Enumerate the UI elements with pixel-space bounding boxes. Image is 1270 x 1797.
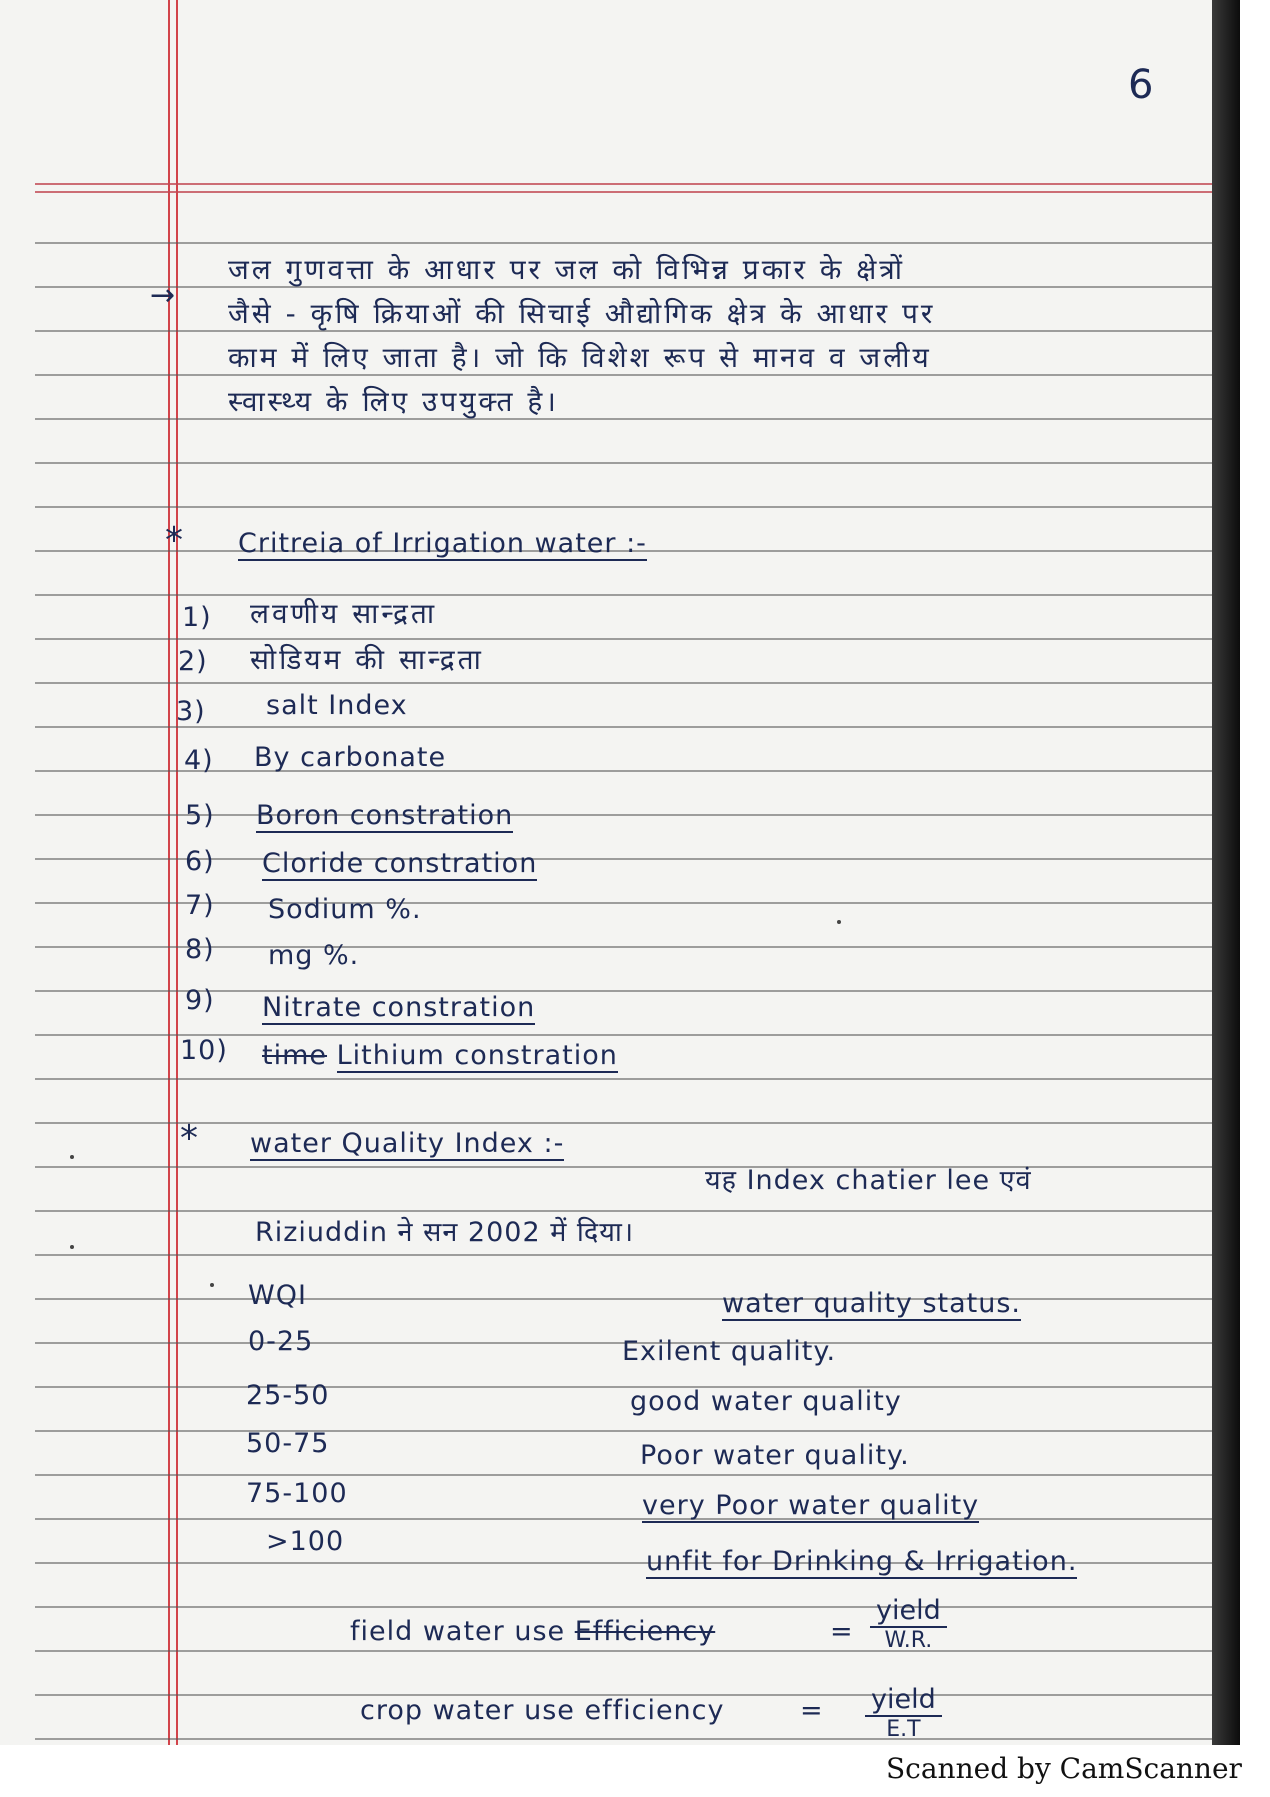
wqi-range: >100 <box>266 1526 345 1557</box>
ruled-line <box>35 1430 1235 1432</box>
formula-numerator: yield <box>870 1595 947 1628</box>
formula-fraction <box>865 1684 942 1742</box>
ruled-line <box>35 1254 1235 1256</box>
intro-line-4: स्वास्थ्य के लिए उपयुक्त है। <box>228 385 559 418</box>
ruled-line <box>35 1650 1235 1652</box>
criteria-item-8: mg %. <box>268 940 360 971</box>
formula-fraction <box>870 1595 947 1653</box>
binder-dot <box>70 1155 74 1159</box>
ruled-line <box>35 462 1235 464</box>
ruled-line <box>35 638 1235 640</box>
margin-line <box>176 0 178 1745</box>
ruled-line <box>35 1738 1235 1740</box>
criteria-item-9: Nitrate constration <box>262 992 536 1023</box>
page-number: 6 <box>1128 62 1155 108</box>
criteria-num-7: 7) <box>185 890 215 921</box>
arrow-marker: → <box>150 278 177 313</box>
ruled-line <box>35 726 1235 728</box>
criteria-heading: Critreia of Irrigation water :- <box>238 528 647 559</box>
wqi-range: 50-75 <box>246 1428 330 1459</box>
ruled-line <box>35 770 1235 772</box>
criteria-item-1: लवणीय सान्द्रता <box>250 597 438 630</box>
intro-line-1: जल गुणवत्ता के आधार पर जल को विभिन्न प्रकार के क्षेत्रों <box>228 253 906 286</box>
criteria-item-3: salt Index <box>266 690 408 721</box>
criteria-num-9: 9) <box>185 985 215 1016</box>
margin-line <box>168 0 170 1745</box>
criteria-item-5: Boron constration <box>256 800 514 831</box>
criteria-item-4: By carbonate <box>254 742 447 773</box>
intro-line-2: जैसे - कृषि क्रियाओं की सिचाई औद्योगिक क्षेत्र के आधार पर <box>228 297 936 330</box>
header-rule <box>35 191 1235 193</box>
ruled-line <box>35 1474 1235 1476</box>
criteria-num-6: 6) <box>185 846 215 877</box>
ruled-line <box>35 1078 1235 1080</box>
ruled-line <box>35 902 1235 904</box>
formula-label: field water use Efficiency <box>350 1616 716 1647</box>
criteria-num-5: 5) <box>185 800 215 831</box>
criteria-num-3: 3) <box>176 696 206 727</box>
wqi-status: Poor water quality. <box>640 1440 910 1471</box>
criteria-num-4: 4) <box>184 745 214 776</box>
star-marker: * <box>180 1118 199 1159</box>
ruled-line <box>35 814 1235 816</box>
ruled-line <box>35 1518 1235 1520</box>
wqi-range: 25-50 <box>246 1380 330 1411</box>
criteria-num-10: 10) <box>180 1035 228 1066</box>
wqi-col-left: WQI <box>248 1280 307 1311</box>
ruled-line <box>35 1606 1235 1608</box>
wqi-heading: water Quality Index :- <box>250 1128 565 1159</box>
binder-dot <box>70 1245 74 1249</box>
criteria-item-6: Cloride constration <box>262 848 538 879</box>
header-rule <box>35 183 1235 185</box>
formula-equals: = <box>830 1616 854 1647</box>
wqi-col-right: water quality status. <box>722 1288 1022 1319</box>
scanner-watermark: Scanned by CamScanner <box>886 1752 1242 1785</box>
criteria-item-7: Sodium %. <box>268 894 422 925</box>
wqi-desc-line-2: Riziuddin ने सन 2002 में दिया। <box>255 1217 635 1248</box>
formula-denominator: W.R. <box>884 1628 933 1653</box>
ruled-line <box>35 682 1235 684</box>
ruled-line <box>35 990 1235 992</box>
ruled-line <box>35 1298 1235 1300</box>
formula-label: crop water use efficiency <box>360 1695 725 1726</box>
ruled-line <box>35 506 1235 508</box>
wqi-status: Exilent quality. <box>622 1336 837 1367</box>
star-marker: * <box>165 520 184 561</box>
ruled-line <box>35 594 1235 596</box>
ruled-line <box>35 418 1235 420</box>
binder-dot <box>837 920 841 924</box>
criteria-num-2: 2) <box>178 646 208 677</box>
formula-denominator: E.T <box>886 1717 921 1742</box>
page-edge-shadow <box>1212 0 1240 1745</box>
wqi-status: good water quality <box>630 1386 902 1417</box>
ruled-line <box>35 1166 1235 1168</box>
wqi-desc-line-1: यह Index chatier lee एवं <box>705 1165 1032 1196</box>
formula-numerator: yield <box>865 1684 942 1717</box>
criteria-num-1: 1) <box>182 602 212 633</box>
ruled-line <box>35 858 1235 860</box>
wqi-status: very Poor water quality <box>642 1490 980 1521</box>
criteria-item-10: time Lithium constration <box>262 1040 618 1071</box>
criteria-num-8: 8) <box>185 934 215 965</box>
wqi-range: 0-25 <box>248 1326 314 1357</box>
ruled-line <box>35 242 1235 244</box>
formula-equals: = <box>800 1695 824 1726</box>
ruled-line <box>35 1122 1235 1124</box>
intro-line-3: काम में लिए जाता है। जो कि विशेश रूप से मानव व जलीय <box>228 341 932 374</box>
wqi-range: 75-100 <box>246 1478 348 1509</box>
ruled-line <box>35 946 1235 948</box>
criteria-item-2: सोडियम की सान्द्रता <box>250 643 484 676</box>
wqi-status: unfit for Drinking & Irrigation. <box>646 1546 1078 1577</box>
ruled-line <box>35 1210 1235 1212</box>
binder-dot <box>210 1283 214 1287</box>
